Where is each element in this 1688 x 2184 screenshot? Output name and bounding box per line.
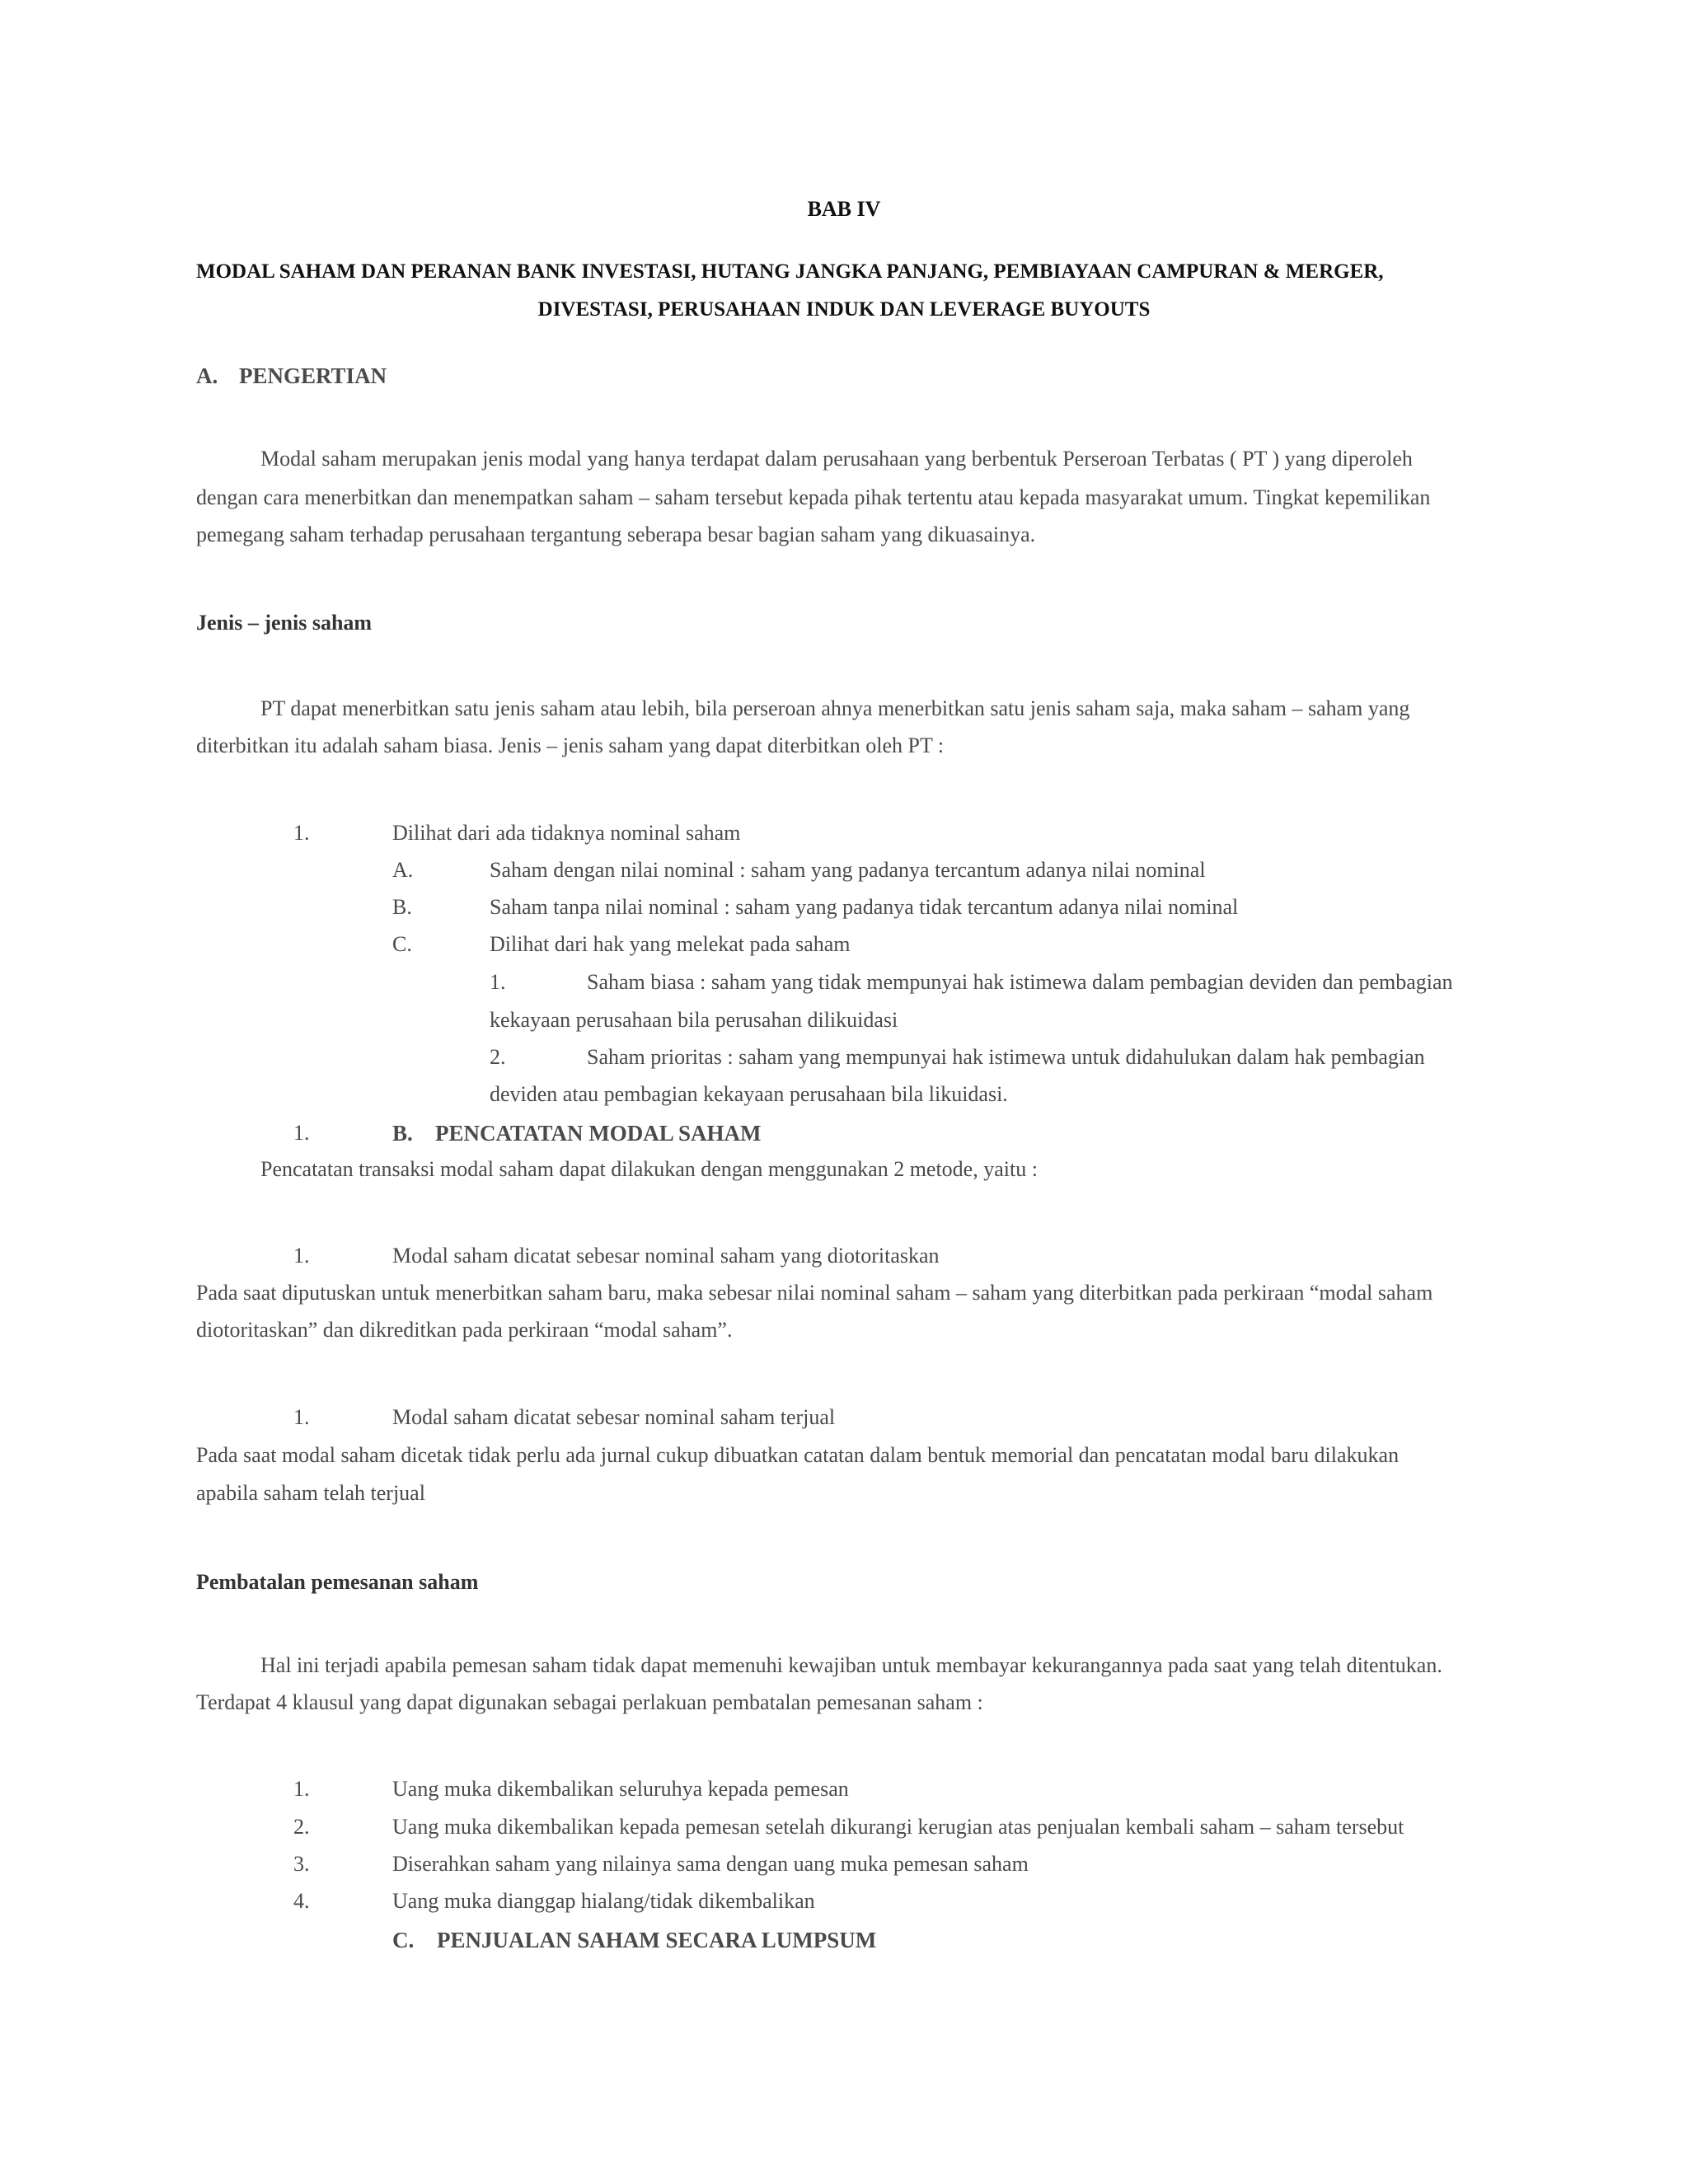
sublist-text: Saham dengan nilai nominal : saham yang padanya tercantum adanya nilai nominal: [490, 858, 1206, 882]
method-desc-line-1: Pada saat diputuskan untuk menerbitkan saham baru, maka sebesar nilai nominal saham – saham yang diterbitkan pada perkiraan “modal saham: [196, 1281, 1433, 1305]
sublist-text: Dilihat dari hak yang melekat pada saham: [490, 932, 851, 956]
intro-line-3: pemegang saham terhadap perusahaan tergantung seberapa besar bagian saham yang dikuasainya.: [196, 523, 1036, 546]
subsub-line-2: deviden atau pembagian kekayaan perusahaan bila likuidasi.: [490, 1082, 1008, 1106]
sublist-text: Saham tanpa nilai nominal : saham yang padanya tidak tercantum adanya nilai nominal: [490, 895, 1239, 919]
klausul-number: 4.: [293, 1889, 310, 1913]
method-title: Modal saham dicatat sebesar nominal saham terjual: [392, 1405, 836, 1429]
klausul-text: Uang muka dikembalikan kepada pemesan setelah dikurangi kerugian atas penjualan kembali saham – saham tersebut: [392, 1815, 1404, 1839]
intro-line-2: dengan cara menerbitkan dan menempatkan saham – saham tersebut kepada pihak tertentu atau kepada masyarakat umum. Tingkat kepemilikan: [196, 485, 1431, 509]
method-number: 1.: [293, 1244, 310, 1268]
klausul-text: Diserahkan saham yang nilainya sama dengan uang muka pemesan saham: [392, 1852, 1029, 1876]
list-item-number: 1.: [293, 821, 310, 845]
section-b-title: PENCATATAN MODAL SAHAM: [435, 1121, 762, 1146]
section-c-title: PENJUALAN SAHAM SECARA LUMPSUM: [437, 1928, 877, 1952]
pembatalan-line-2: Terdapat 4 klausul yang dapat digunakan sebagai perlakuan pembatalan pemesanan saham :: [196, 1690, 983, 1714]
intro-line-1: Modal saham merupakan jenis modal yang hanya terdapat dalam perusahaan yang berbentuk Perseroan Terbatas ( PT ) yang diperoleh: [260, 447, 1413, 471]
klausul-number: 1.: [293, 1777, 310, 1801]
subsub-number: 2.: [490, 1045, 506, 1069]
pembatalan-line-1: Hal ini terjadi apabila pemesan saham tidak dapat memenuhi kewajiban untuk membayar kekurangannya pada saat yang telah ditentukan.: [260, 1653, 1442, 1677]
klausul-text: Uang muka dianggap hialang/tidak dikembalikan: [392, 1889, 815, 1913]
jenis-line-2: diterbitkan itu adalah saham biasa. Jenis – jenis saham yang dapat diterbitkan oleh PT :: [196, 733, 945, 757]
section-a-letter: A.: [196, 363, 218, 388]
method-desc-line-1: Pada saat modal saham dicetak tidak perlu ada jurnal cukup dibuatkan catatan dalam bentuk memorial dan pencatatan modal baru dilakukan: [196, 1443, 1400, 1467]
method-desc-line-2: diotoritaskan” dan dikreditkan pada perkiraan “modal saham”.: [196, 1318, 733, 1342]
document-title-line1: MODAL SAHAM DAN PERANAN BANK INVESTASI, HUTANG JANGKA PANJANG, PEMBIAYAAN CAMPURAN & MERGER,: [196, 260, 1384, 283]
jenis-line-1: PT dapat menerbitkan satu jenis saham atau lebih, bila perseroan ahnya menerbitkan satu jenis saham saja, maka saham – saham yang: [260, 696, 1410, 720]
jenis-heading: Jenis – jenis saham: [196, 611, 373, 635]
sublist-letter: B.: [392, 895, 412, 919]
document-title-line2: DIVESTASI, PERUSAHAAN INDUK DAN LEVERAGE BUYOUTS: [537, 298, 1151, 321]
method-number: 1.: [293, 1405, 310, 1429]
pencatatan-text: Pencatatan transaksi modal saham dapat dilakukan dengan menggunakan 2 metode, yaitu :: [260, 1157, 1038, 1181]
list-item-text: Dilihat dari ada tidaknya nominal saham: [392, 821, 741, 845]
klausul-text: Uang muka dikembalikan seluruhya kepada pemesan: [392, 1777, 849, 1801]
method-title: Modal saham dicatat sebesar nominal saham yang diotoritaskan: [392, 1244, 940, 1268]
subsub-line-1: Saham prioritas : saham yang mempunyai hak istimewa untuk didahulukan dalam hak pembagian: [587, 1045, 1425, 1069]
subsub-line-2: kekayaan perusahaan bila perusahan dilikuidasi: [490, 1008, 898, 1032]
pembatalan-heading: Pembatalan pemesanan saham: [196, 1570, 479, 1594]
chapter-title: BAB IV: [807, 197, 881, 221]
klausul-number: 2.: [293, 1815, 310, 1839]
section-c-letter: C.: [392, 1928, 415, 1952]
subsub-line-1: Saham biasa : saham yang tidak mempunyai hak istimewa dalam pembagian deviden dan pembagian: [587, 970, 1453, 994]
subsub-number: 1.: [490, 970, 506, 994]
section-b-number: 1.: [293, 1121, 310, 1145]
sublist-letter: C.: [392, 932, 412, 956]
sublist-letter: A.: [392, 858, 414, 882]
section-a-title: PENGERTIAN: [239, 363, 387, 388]
section-b-letter: B.: [392, 1121, 413, 1146]
method-desc-line-2: apabila saham telah terjual: [196, 1481, 425, 1505]
klausul-number: 3.: [293, 1852, 310, 1876]
